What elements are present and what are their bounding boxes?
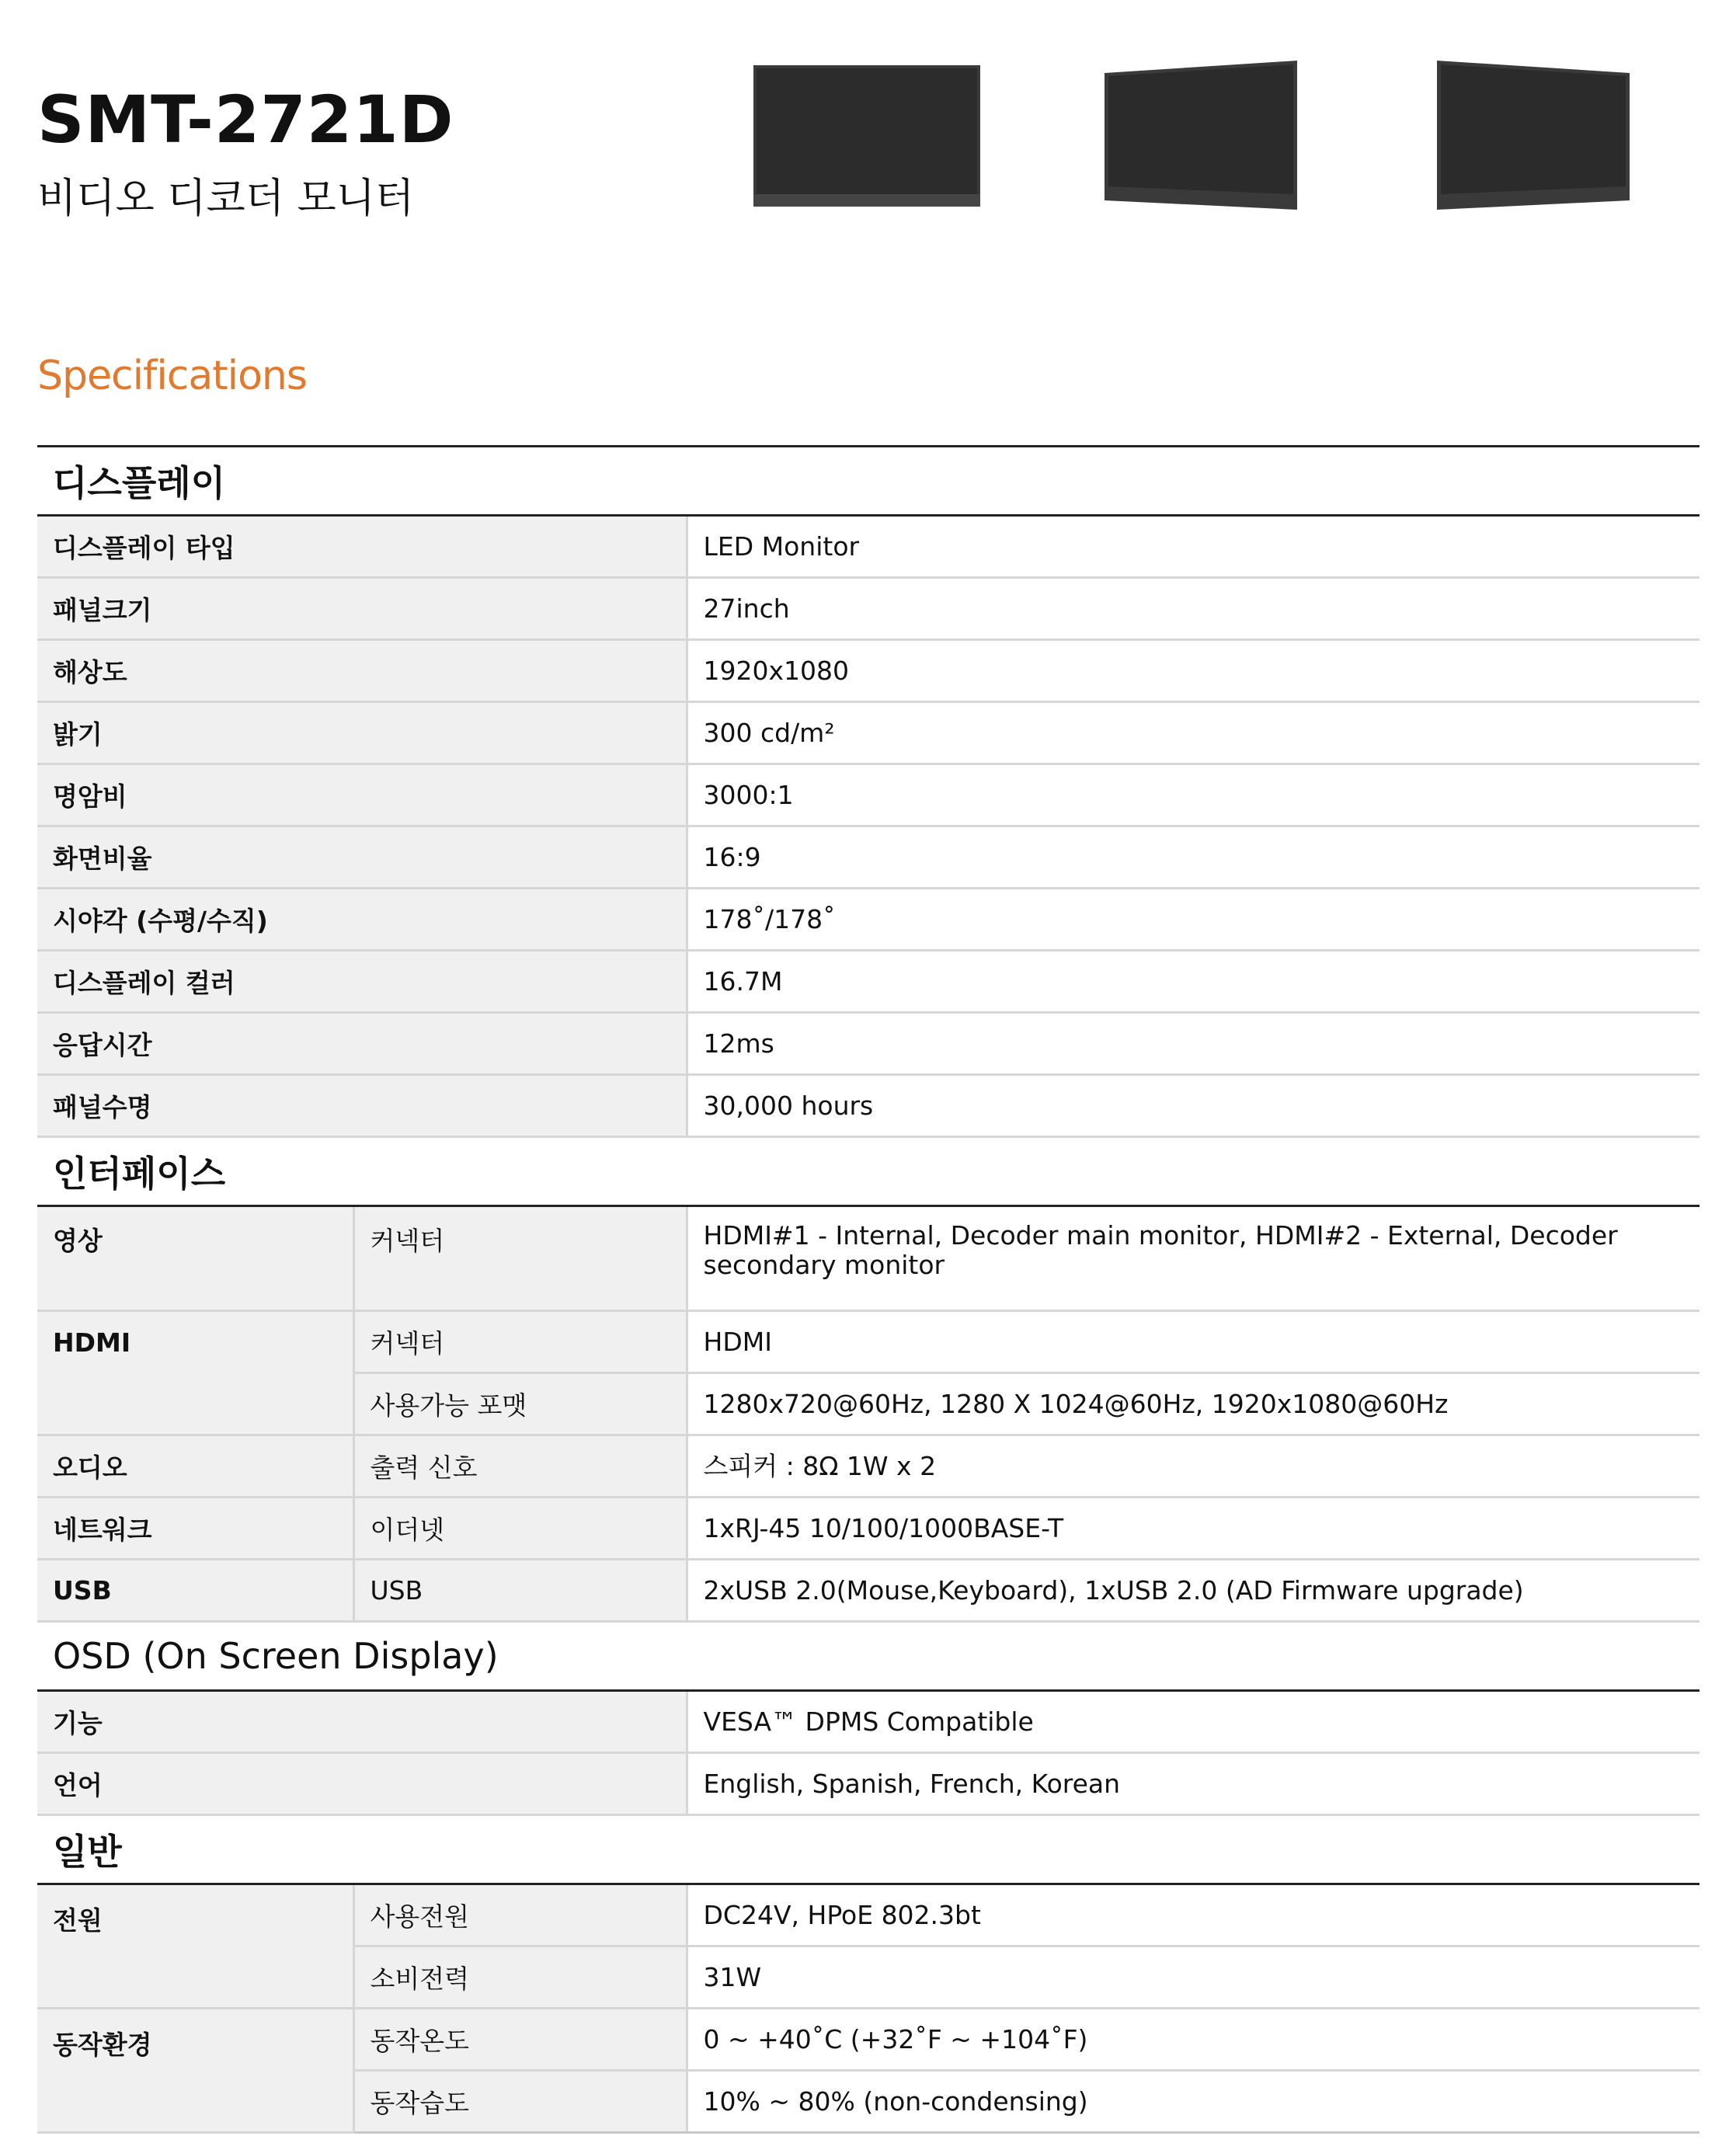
spec-label: USB: [37, 1560, 353, 1622]
spec-label: 영상: [37, 1206, 353, 1311]
spec-sublabel: 커넥터: [353, 1206, 687, 1311]
specifications-heading: Specifications: [37, 353, 307, 399]
monitor-front-image: [752, 57, 982, 210]
table-row: [37, 764, 1699, 826]
table-row: [37, 516, 1699, 578]
table-row: [37, 1075, 1699, 1137]
monitor-left-angle-image: [1101, 57, 1300, 213]
spec-sublabel: 사용가능 포맷: [353, 1373, 687, 1435]
table-row: [37, 1884, 1699, 1946]
spec-value: 10% ~ 80% (non-condensing): [687, 2071, 1699, 2133]
section-title: OSD (On Screen Display): [37, 1622, 1699, 1691]
spec-label: 응답시간: [37, 1013, 687, 1075]
spec-value: VESA™ DPMS Compatible: [687, 1691, 1699, 1753]
table-row: [37, 1435, 1699, 1498]
spec-table: [37, 445, 1699, 2134]
spec-sublabel: 출력 신호: [353, 1435, 687, 1498]
spec-label: 동작환경: [37, 2009, 353, 2133]
spec-value: LED Monitor: [687, 516, 1699, 578]
spec-label: 언어: [37, 1753, 687, 1815]
section-title: 인터페이스: [37, 1137, 1699, 1206]
table-row: [37, 578, 1699, 640]
spec-sublabel: 사용전원: [353, 1884, 687, 1946]
spec-value: 1920x1080: [687, 640, 1699, 702]
spec-sublabel: 동작습도: [353, 2071, 687, 2133]
spec-value: 3000:1: [687, 764, 1699, 826]
spec-value: 1xRJ-45 10/100/1000BASE-T: [687, 1498, 1699, 1560]
spec-label: 네트워크: [37, 1498, 353, 1560]
spec-value: 0 ~ +40˚C (+32˚F ~ +104˚F): [687, 2009, 1699, 2071]
table-row: [37, 1311, 1699, 1373]
section-title: 일반: [37, 1815, 1699, 1884]
spec-label: 기능: [37, 1691, 687, 1753]
monitor-right-angle-image: [1434, 57, 1633, 213]
spec-value: 2xUSB 2.0(Mouse,Keyboard), 1xUSB 2.0 (AD Firmware upgrade): [687, 1560, 1699, 1622]
spec-label: 패널수명: [37, 1075, 687, 1137]
spec-value: HDMI: [687, 1311, 1699, 1373]
spec-sublabel: 이더넷: [353, 1498, 687, 1560]
spec-value: 스피커 : 8Ω 1W x 2: [687, 1435, 1699, 1498]
spec-value: HDMI#1 - Internal, Decoder main monitor, HDMI#2 - External, Decoder secondary monitor: [687, 1206, 1699, 1311]
spec-value: 1280x720@60Hz, 1280 X 1024@60Hz, 1920x1080@60Hz: [687, 1373, 1699, 1435]
table-row: [37, 1206, 1699, 1311]
table-row: [37, 1013, 1699, 1075]
spec-value: 31W: [687, 1946, 1699, 2009]
spec-value: 27inch: [687, 578, 1699, 640]
spec-sublabel: 동작온도: [353, 2009, 687, 2071]
table-row: [37, 951, 1699, 1013]
spec-label: 패널크기: [37, 578, 687, 640]
spec-value: 30,000 hours: [687, 1075, 1699, 1137]
table-row: [37, 1753, 1699, 1815]
spec-label: 화면비율: [37, 826, 687, 889]
table-row: [37, 640, 1699, 702]
spec-label: 오디오: [37, 1435, 353, 1498]
spec-label: 해상도: [37, 640, 687, 702]
table-row: [37, 1691, 1699, 1753]
model-subtitle: 비디오 디코더 모니터: [37, 176, 415, 222]
section-osd-header: [37, 1622, 1699, 1691]
table-row: [37, 702, 1699, 764]
spec-label: 시야각 (수평/수직): [37, 889, 687, 951]
spec-value: DC24V, HPoE 802.3bt: [687, 1884, 1699, 1946]
spec-label: 디스플레이 컬러: [37, 951, 687, 1013]
spec-value: 16.7M: [687, 951, 1699, 1013]
spec-sublabel: 소비전력: [353, 1946, 687, 2009]
spec-label: 밝기: [37, 702, 687, 764]
table-row: [37, 889, 1699, 951]
spec-label: 디스플레이 타입: [37, 516, 687, 578]
table-row: [37, 2009, 1699, 2071]
spec-sublabel: USB: [353, 1560, 687, 1622]
spec-label: HDMI: [37, 1311, 353, 1435]
table-row: [37, 1560, 1699, 1622]
section-title: 디스플레이: [37, 447, 1699, 516]
spec-value: English, Spanish, French, Korean: [687, 1753, 1699, 1815]
spec-label: 전원: [37, 1884, 353, 2009]
spec-value: 12ms: [687, 1013, 1699, 1075]
model-title: SMT-2721D: [37, 82, 454, 158]
spec-label: 명암비: [37, 764, 687, 826]
section-interface-header: [37, 1137, 1699, 1206]
spec-value: 16:9: [687, 826, 1699, 889]
section-general-header: [37, 1815, 1699, 1884]
table-row: [37, 826, 1699, 889]
spec-sublabel: 커넥터: [353, 1311, 687, 1373]
section-display-header: [37, 447, 1699, 516]
table-row: [37, 1498, 1699, 1560]
spec-value: 300 cd/m²: [687, 702, 1699, 764]
spec-value: 178˚/178˚: [687, 889, 1699, 951]
